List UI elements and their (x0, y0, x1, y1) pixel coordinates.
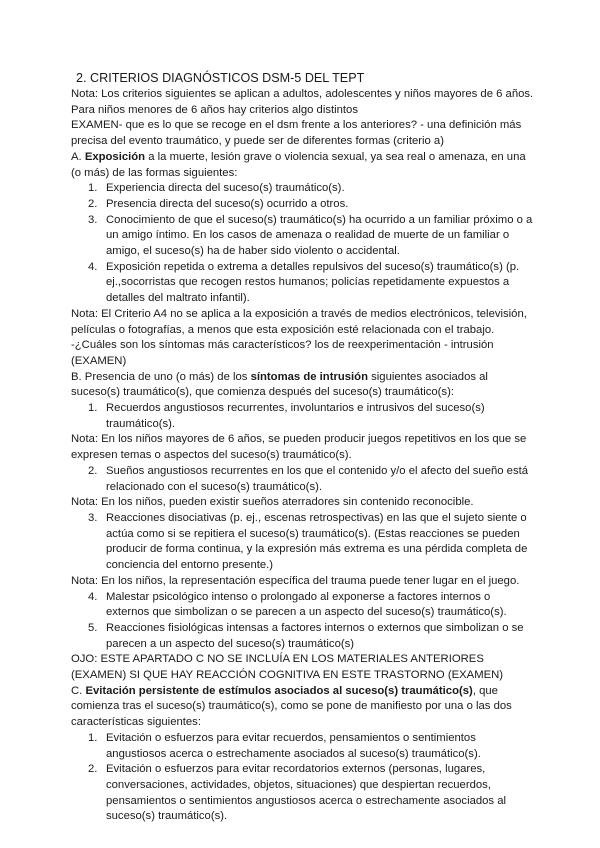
list-text: Reacciones fisiológicas intensas a factores internos o externos que simbolizan o se parecen a un aspecto del suceso(s) traumático(s) (106, 621, 524, 650)
criterion-b-list-3 (71, 511, 534, 574)
criterion-b-list-4 (71, 590, 534, 653)
criterion-c-rest: , que comienza tras el suceso(s) traumático(s), como se pone de manifiesto por una o las dos características siguientes: (71, 684, 512, 729)
list-item (71, 511, 534, 574)
note-intro: Nota: Los criterios siguientes se aplican a adultos, adolescentes y niños mayores de 6 años. Para niños menores de 6 años hay criterios algo distintos (71, 88, 534, 116)
list-text: Evitación o esfuerzos para evitar recuerdos, pensamientos o sentimientos angustiosos acerca o estrechamente asociados al suceso(s) traumático(s). (106, 731, 481, 760)
criterion-a (71, 150, 534, 181)
exam-note-1: EXAMEN- que es lo que se recoge en el dsm frente a los anteriores? - una definición más precisa del evento traumático, y puede ser de diferentes formas (criterio a) (71, 119, 522, 148)
criterion-a-list (71, 181, 534, 307)
criterion-c-bold: Evitación persistente de estímulos asociados al suceso(s) traumático(s) (85, 684, 473, 697)
list-number: 4. (88, 590, 98, 603)
ojo-note: OJO: ESTE APARTADO C NO SE INCLUÍA EN LOS MATERIALES ANTERIORES (EXAMEN) SI QUE HAY REACCIÓN COGNITIVA EN ESTE TRASTORNO (EXAMEN) (71, 653, 504, 682)
list-number: 4. (88, 260, 98, 273)
list-number: 5. (88, 621, 98, 634)
list-item (71, 401, 534, 432)
list-number: 1. (88, 402, 98, 415)
list-item (71, 197, 534, 213)
list-number: 3. (88, 213, 98, 226)
list-text: Recuerdos angustiosos recurrentes, involuntarios e intrusivos del suceso(s) traumático(s). (106, 402, 485, 430)
note-b2: Nota: En los niños, pueden existir sueños aterradores sin contenido reconocible. (71, 496, 474, 509)
section-heading: 2. CRITERIOS DIAGNÓSTICOS DSM-5 DEL TEPT (76, 71, 365, 85)
criterion-b-list-2 (71, 464, 534, 495)
list-text: Experiencia directa del suceso(s) traumático(s). (106, 182, 345, 195)
list-text: Malestar psicológico intenso o prolongado al exponerse a factores internos o externos que simbolizan o se parecen a un aspecto del suceso(s) traumático(s). (106, 590, 507, 619)
list-text: Presencia directa del suceso(s) ocurrido a otros. (106, 197, 349, 210)
criterion-b-bold: síntomas de intrusión (250, 370, 368, 383)
criterion-b-rest: siguientes asociados al suceso(s) traumático(s), que comienza después del suceso(s) traumático(s): (71, 370, 488, 399)
list-text: Reacciones disociativas (p. ej., escenas retrospectivas) en las que el sujeto siente o actúa como si se repitiera el suceso(s) traumático(s). (Estas reacciones se pueden producir de forma continua, y la expresión más extrema es una pérdida completa de conciencia del entorno presente.) (106, 511, 528, 572)
criterion-a-prefix: A. (71, 150, 85, 163)
note-a4: Nota: El Criterio A4 no se aplica a la exposición a través de medios electrónicos, televisión, películas o fotografías, a menos que esta exposición esté relacionada con el trabajo. (71, 307, 527, 336)
criterion-b-prefix: B. Presencia de uno (o más) de los (71, 370, 251, 383)
list-number: 2. (88, 763, 98, 776)
list-item (71, 213, 534, 260)
list-item (71, 260, 534, 307)
list-text: Conocimiento de que el suceso(s) traumático(s) ha ocurrido a un familiar próximo o a un amigo íntimo. En los casos de amenaza o realidad de muerte de un familiar o amigo, el suceso(s) ha de haber sido violento o accidental. (106, 213, 533, 258)
question-intrusion: -¿Cuáles son los síntomas más característicos? los de reexperimentación - intrusión (EXAMEN) (71, 339, 494, 367)
criterion-c-prefix: C. (71, 684, 86, 697)
list-item (71, 731, 534, 762)
criterion-a-bold: Exposición (84, 150, 146, 163)
criterion-b-list-1 (71, 401, 534, 432)
list-number: 3. (88, 511, 98, 524)
list-number: 1. (88, 731, 98, 744)
list-item (71, 464, 534, 495)
list-number: 2. (88, 464, 98, 477)
list-text: Evitación o esfuerzos para evitar recordatorios externos (personas, lugares, conversaciones, actividades, objetos, situaciones) que despiertan recuerdos, pensamientos o sentimientos angustiosos acerca o estrechamente asociados al suceso(s) traumático(s). (106, 763, 507, 823)
criterion-b (71, 370, 534, 401)
criterion-c (71, 684, 534, 731)
criterion-a-rest: a la muerte, lesión grave o violencia sexual, ya sea real o amenaza, en una (o más) de las formas siguientes: (71, 150, 526, 179)
list-item (71, 181, 534, 197)
list-item (71, 621, 534, 652)
note-b1: Nota: En los niños mayores de 6 años, se pueden producir juegos repetitivos en los que se expresen temas o aspectos del suceso(s) traumático(s). (71, 433, 527, 462)
list-number: 1. (88, 182, 98, 195)
list-number: 2. (88, 197, 98, 210)
list-text: Exposición repetida o extrema a detalles repulsivos del suceso(s) traumático(s) (p. ej.,socorristas que recogen restos humanos; policías repetidamente expuestos a detalles del maltrato infantil). (106, 260, 520, 305)
note-b3: Nota: En los niños, la representación específica del trauma puede tener lugar en el juego. (71, 574, 520, 587)
criterion-c-list (71, 731, 534, 825)
list-text: Sueños angustiosos recurrentes en los que el contenido y/o el afecto del sueño está relacionado con el suceso(s) traumático(s). (106, 464, 529, 493)
list-item (71, 762, 534, 825)
list-item (71, 590, 534, 621)
